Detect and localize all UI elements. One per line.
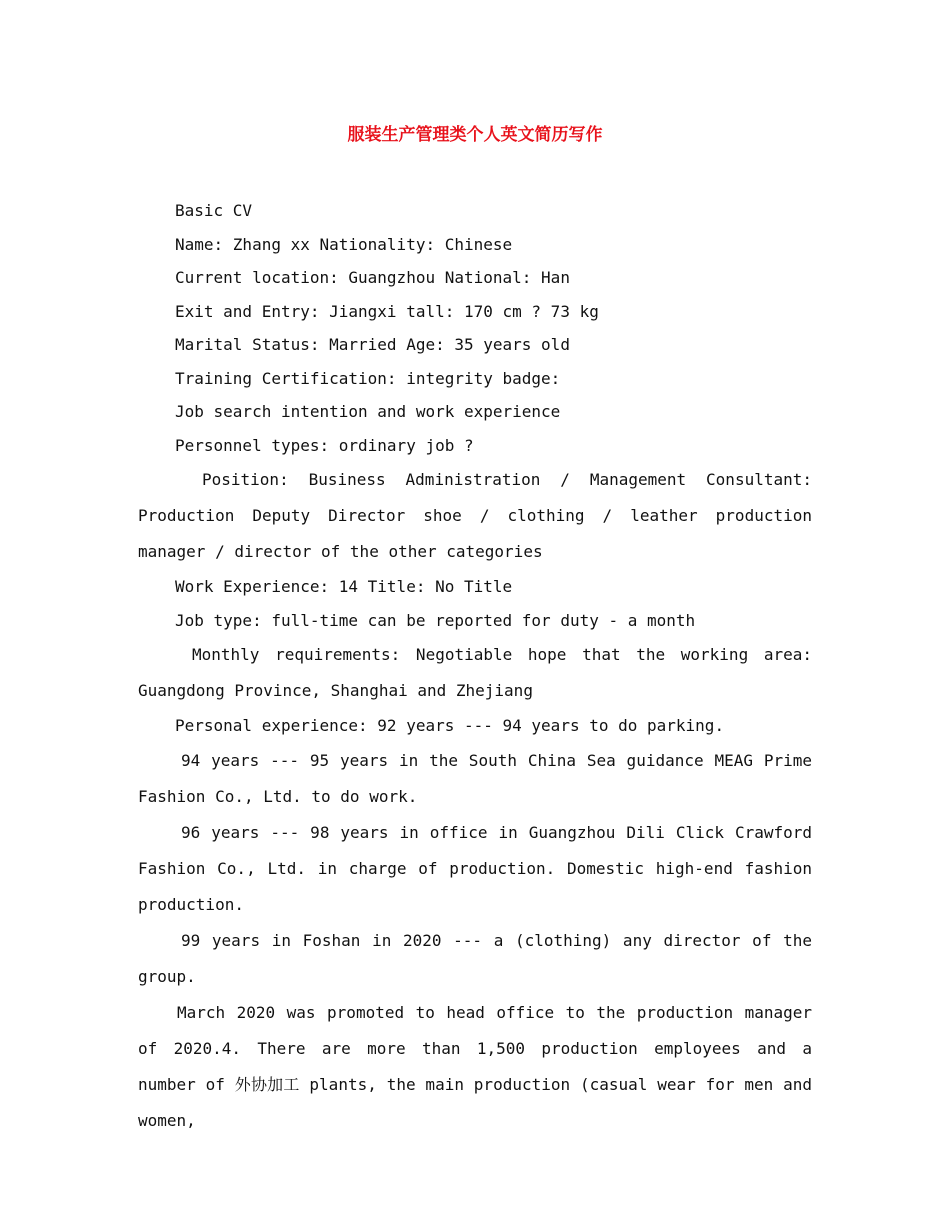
document-title: 服装生产管理类个人英文简历写作 [347,125,603,145]
paragraph-personnel-types: Personnel types: ordinary job ? [175,435,474,455]
paragraph-experience-94-95: 94 years --- 95 years in the South China Sea guidance MEAG Prime Fashion Co., Ltd. to do work. [138,750,812,806]
paragraph-job-intention: Job search intention and work experience [175,402,561,421]
document-body [138,194,812,1139]
paragraph-location: Current location: Guangzhou National: Han [175,268,570,287]
paragraph-work-experience: Work Experience: 14 Title: No Title [175,577,513,596]
paragraph-experience-96-98: 96 years --- 98 years in office in Guangzhou Dili Click Crawford Fashion Co., Ltd. in charge of production. Domestic high-end fashion production. [138,822,812,914]
paragraph-basic-cv: Basic CV [175,201,253,220]
paragraph-monthly-requirements: Monthly requirements: Negotiable hope that the working area: Guangdong Province, Shanghai and Zhejiang [138,645,812,700]
paragraph-exit-entry: Exit and Entry: Jiangxi tall: 170 cm ? 73 kg [175,301,599,321]
paragraph-job-type: Job type: full-time can be reported for duty - a month [175,610,696,630]
paragraph-marital-status: Marital Status: Married Age: 35 years old [175,335,570,354]
paragraph-position: Position: Business Administration / Management Consultant: Production Deputy Director shoe / clothing / leather production manager / director of the other categories [138,470,812,561]
paragraph-experience-2020: March 2020 was promoted to head office to the production manager of 2020.4. There are more than 1,500 production employees and a number of 外协加工 plants, the main production (casual wear for men and women, [138,1002,812,1130]
paragraph-name: Name: Zhang xx Nationality: Chinese [175,234,513,254]
paragraph-experience-99: 99 years in Foshan in 2020 --- a (clothing) any director of the group. [138,930,812,986]
paragraph-training: Training Certification: integrity badge: [175,368,561,388]
paragraph-personal-experience: Personal experience: 92 years --- 94 years to do parking. [175,716,725,735]
